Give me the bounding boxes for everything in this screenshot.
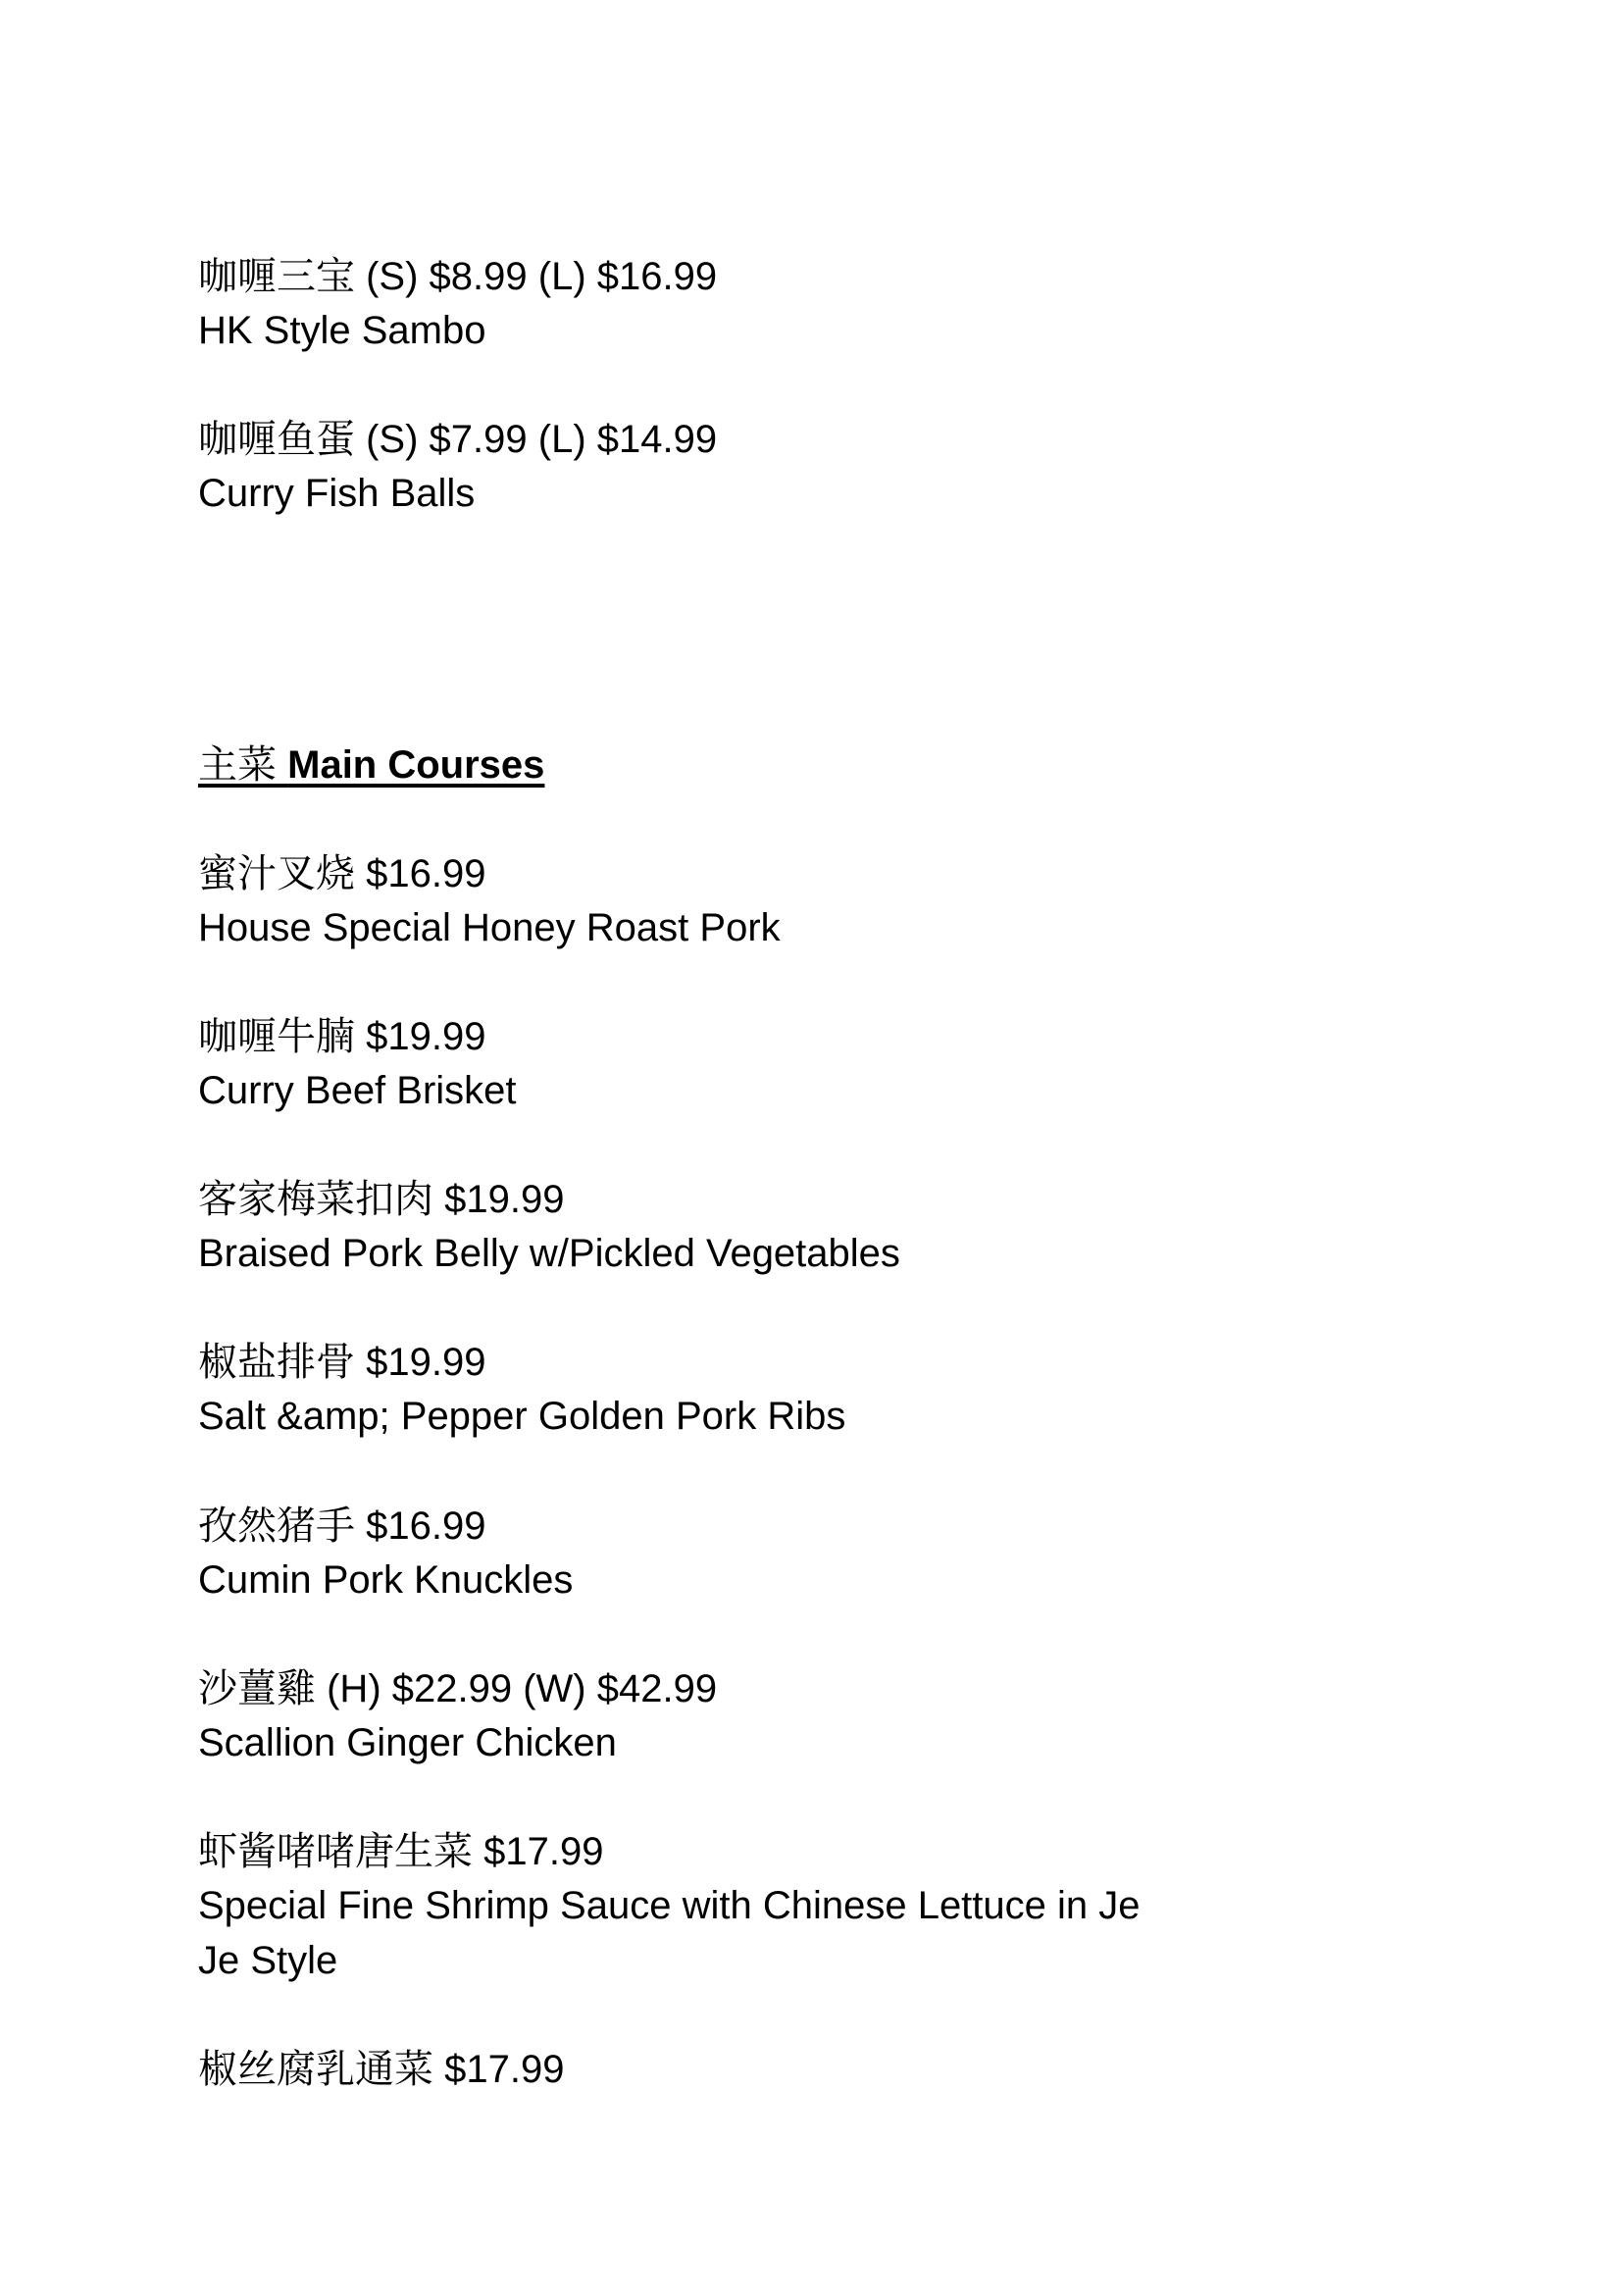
main-item-en-1: House Special Honey Roast Pork	[198, 906, 781, 949]
section-heading-cn: 主菜	[198, 743, 277, 787]
section-heading-en: Main Courses	[287, 743, 545, 787]
main-item-cn-3: 客家梅菜扣肉 $19.99	[198, 1178, 565, 1221]
main-item-cn-2: 咖喱牛腩 $19.99	[198, 1015, 486, 1058]
main-item-cn-7: 虾酱啫啫唐生菜 $17.99	[198, 1830, 604, 1873]
menu-item-en-1: HK Style Sambo	[198, 309, 486, 352]
main-item-cn-1: 蜜汁叉烧 $16.99	[198, 852, 486, 895]
menu-item-cn-2: 咖喱鱼蛋 (S) $7.99 (L) $14.99	[198, 418, 718, 461]
main-item-en-6: Scallion Ginger Chicken	[198, 1721, 617, 1764]
main-item-en-7: Special Fine Shrimp Sauce with Chinese Lettuce in Je	[198, 1884, 1141, 1927]
main-item-en-5: Cumin Pork Knuckles	[198, 1558, 574, 1602]
main-item-cn-5: 孜然猪手 $16.99	[198, 1504, 486, 1548]
section-heading	[198, 741, 544, 789]
main-item-cn-4: 椒盐排骨 $19.99	[198, 1341, 486, 1384]
main-item-en-3: Braised Pork Belly w/Pickled Vegetables	[198, 1232, 900, 1275]
main-item-cn-8: 椒丝腐乳通菜 $17.99	[198, 2048, 565, 2091]
main-item-en-7-cont: Je Style	[198, 1939, 338, 1982]
main-item-en-4: Salt &amp; Pepper Golden Pork Ribs	[198, 1395, 846, 1438]
main-item-cn-6: 沙薑雞 (H) $22.99 (W) $42.99	[198, 1667, 718, 1710]
main-item-en-2: Curry Beef Brisket	[198, 1069, 517, 1112]
menu-item-en-2: Curry Fish Balls	[198, 472, 476, 515]
menu-item-cn-1: 咖喱三宝 (S) $8.99 (L) $16.99	[198, 255, 718, 298]
